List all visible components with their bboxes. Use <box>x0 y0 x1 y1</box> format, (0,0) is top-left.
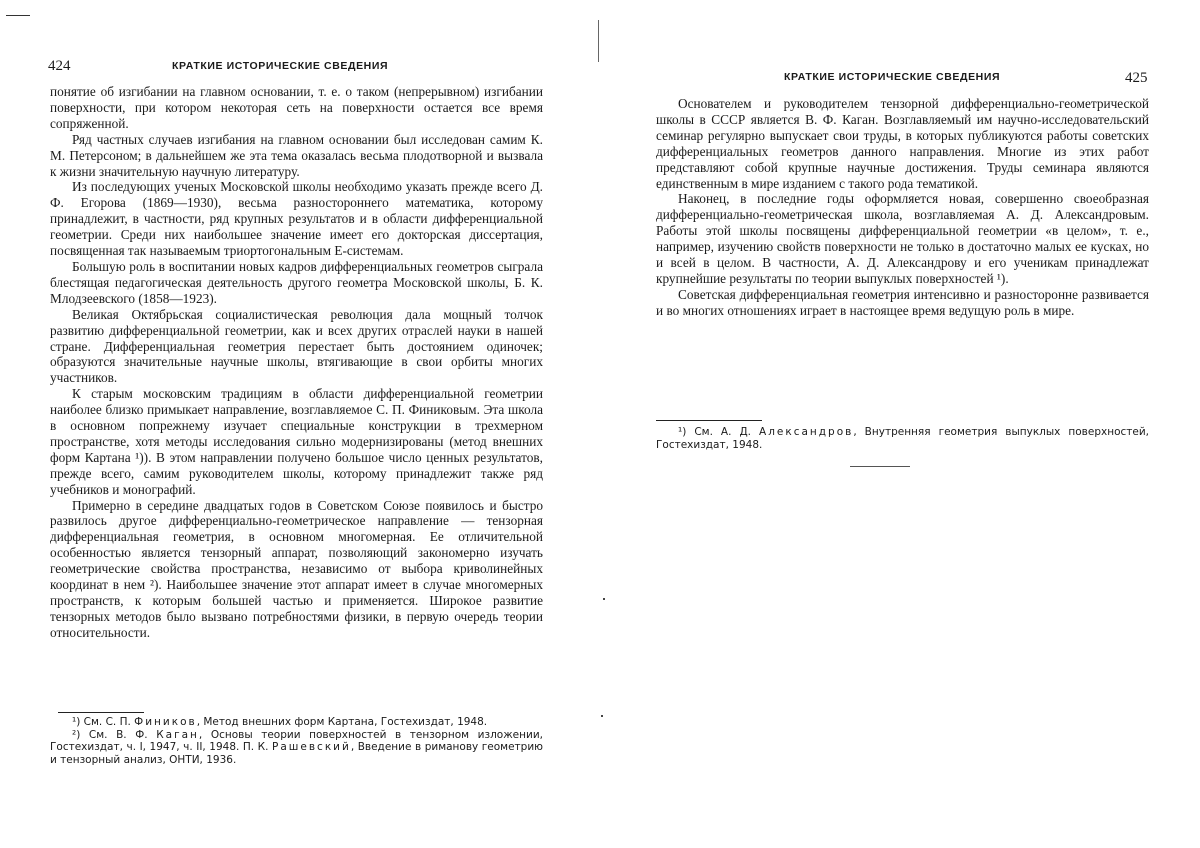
footnote-text: , Основы теории поверхностей в тензорном изложении, Гостехиздат, ч. I, 1947, ч. II, 1948. П. К. <box>50 729 543 754</box>
footnote-lead: См. В. Ф. <box>89 729 148 741</box>
paragraph: Ряд частных случаев изгибания на главном основании был исследован самим К. М. Петерсоном; в дальнейшем же эта тема оказалась весьма плодотворной и вызвала к жизни значительную научную литературу. <box>50 132 543 180</box>
footnote-mark: ¹) <box>72 716 80 728</box>
paragraph: Советская дифференциальная геометрия интенсивно и разносторонне развивается и во многих отношениях играет в настоящее время ведущую роль в мире. <box>656 287 1149 319</box>
scan-speck <box>603 598 605 600</box>
scan-speck <box>601 715 603 717</box>
footnote-rule <box>656 420 762 421</box>
footnote <box>50 716 543 729</box>
footnote-lead: См. А. Д. <box>694 426 751 438</box>
left-body-text <box>50 84 543 641</box>
footnote-text: , Введение в риманову геометрию и тензорный анализ, ОНТИ, 1936. <box>50 741 543 766</box>
footnote-mark: ²) <box>72 729 80 741</box>
footnote-author: Каган <box>156 729 199 741</box>
section-end-rule <box>850 466 910 467</box>
paragraph: Основателем и руководителем тензорной дифференциально-геометрической школы в СССР является В. Ф. Каган. Возглавляемый им научно-исследовательский семинар регулярно выпускает свои труды, в которых публикуются работы советских дифференциальных геометров данного направления. Многие из этих работ представляют собой крупные научные достижения. Труды семинара являются единственным в мире изданием с такого рода тематикой. <box>656 96 1149 191</box>
paragraph: Наконец, в последние годы оформляется новая, совершенно своеобразная дифференциально-геометрическая школа, возглавляемая А. Д. Александровым. Работы этой школы посвящены дифференциальной геометрии «в целом», т. е., например, изучению свойств поверхности не только в достаточно малых ее кусках, но и всей в целом. В частности, А. Д. Александрову и его ученикам принадлежат крупнейшие результаты по теории выпуклых поверхностей ¹). <box>656 191 1149 286</box>
right-body-text <box>656 96 1149 319</box>
footnote <box>50 729 543 767</box>
paragraph: Великая Октябрьская социалистическая революция дала мощный толчок развитию дифференциальной геометрии, как и всех других отраслей науки в нашей стране. Дифференциальная геометрия перестает быть достоянием одиночек; образуются значительные научные школы, втягивающие в свои орбиты многих участников. <box>50 307 543 387</box>
right-page <box>600 0 1200 848</box>
page-number: 424 <box>48 58 71 75</box>
running-head: КРАТКИЕ ИСТОРИЧЕСКИЕ СВЕДЕНИЯ <box>784 71 1000 83</box>
right-footnotes <box>656 426 1149 451</box>
footnote-text: , Метод внешних форм Картана, Гостехиздат, 1948. <box>197 716 487 728</box>
footnote-mark: ¹) <box>678 426 686 438</box>
footnote-author: Рашевский <box>272 741 351 753</box>
footnote <box>656 426 1149 451</box>
footnote-lead: См. С. П. <box>84 716 131 728</box>
paragraph: Примерно в середине двадцатых годов в Советском Союзе появилось и быстро развилось другое дифференциально-геометрическое направление — тензорная дифференциальная геометрия, в основном многомерная. Ее отличительной особенностью является тензорный аппарат, позволяющий закономерно изучать геометрические свойства пространства, независимо от выбора криволинейных координат в нем ²). Наибольшее значение этот аппарат имеет в случае многомерных пространств, к которым большей частью и применяется. Широкое развитие тензорных методов было вызвано потребностями физики, в первую очередь теории относительности. <box>50 498 543 641</box>
page-number: 425 <box>1125 70 1148 87</box>
paragraph: понятие об изгибании на главном основании, т. е. о таком (непрерывном) изгибании поверхности, при котором некоторая сеть на поверхности остается все время сопряженной. <box>50 84 543 132</box>
paragraph: К старым московским традициям в области дифференциальной геометрии наиболее близко примыкает направление, возглавляемое С. П. Финиковым. Эта школа в основном попрежнему изучает специальные конструкции в трехмерном пространстве, хотя методы исследования сильно модернизированы (метод внешних форм Картана ¹)). В этом направлении получено большое число ценных результатов, прежде всего, самим руководителем школы, которому принадлежит также ряд учебников и монографий. <box>50 386 543 497</box>
running-head: КРАТКИЕ ИСТОРИЧЕСКИЕ СВЕДЕНИЯ <box>172 60 388 72</box>
footnote-text: , Внутренняя геометрия выпуклых поверхностей, Гостехиздат, 1948. <box>656 426 1149 451</box>
left-page <box>0 0 600 848</box>
paragraph: Из последующих ученых Московской школы необходимо указать прежде всего Д. Ф. Егорова (1869—1930), весьма разностороннего математика, которому принадлежит, в частности, ряд крупных результатов и в области дифференциальной геометрии. Среди них наибольшее значение имеет его докторская диссертация, посвященная так называемым триортогональным E-системам. <box>50 179 543 259</box>
footnote-rule <box>58 712 144 713</box>
footnote-author: Фиников <box>134 716 197 728</box>
paragraph: Большую роль в воспитании новых кадров дифференциальных геометров сыграла блестящая педагогическая деятельность другого геометра Московской школы, Б. К. Млодзеевского (1858—1923). <box>50 259 543 307</box>
left-footnotes <box>50 716 543 766</box>
footnote-author: Александров <box>759 426 853 438</box>
